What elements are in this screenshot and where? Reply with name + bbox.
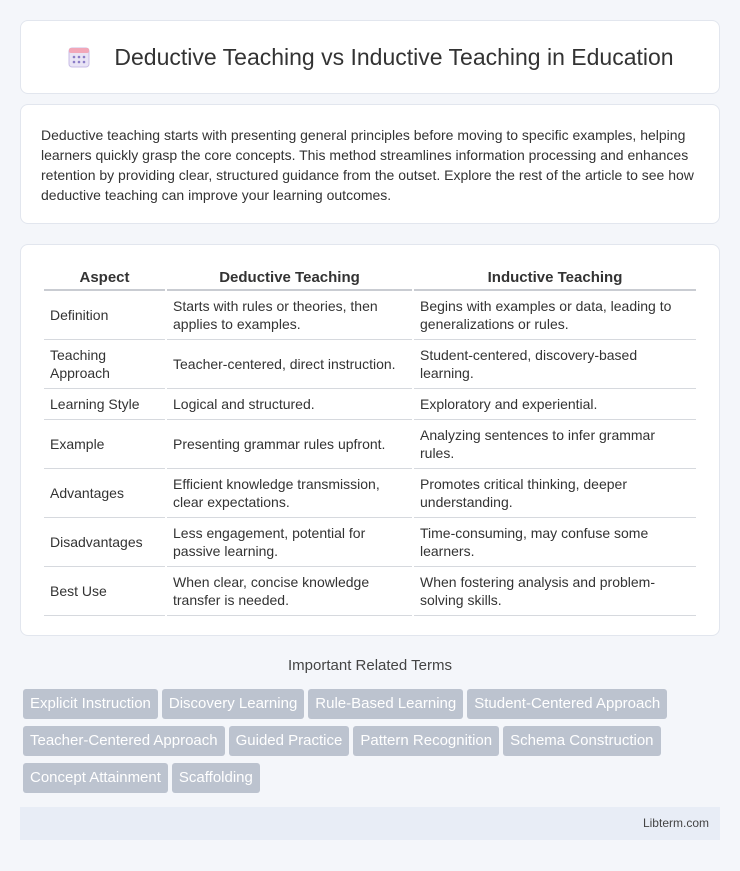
header-card — [20, 20, 720, 94]
related-term-tag[interactable]: Explicit Instruction — [23, 689, 158, 719]
related-terms-list — [23, 689, 723, 800]
table-cell: Best Use — [44, 567, 165, 616]
table-cell: Example — [44, 420, 165, 469]
table-cell: Teacher-centered, direct instruction. — [167, 340, 412, 389]
column-header: Inductive Teaching — [414, 265, 696, 291]
related-term-tag[interactable]: Discovery Learning — [162, 689, 304, 719]
table-row — [44, 291, 696, 340]
table-cell: Begins with examples or data, leading to generalizations or rules. — [414, 291, 696, 340]
related-terms-title: Important Related Terms — [288, 657, 452, 674]
table-row — [44, 389, 696, 420]
table-row — [44, 420, 696, 469]
table-cell: Starts with rules or theories, then applies to examples. — [167, 291, 412, 340]
related-term-tag[interactable]: Concept Attainment — [23, 763, 168, 793]
table-cell: When clear, concise knowledge transfer is needed. — [167, 567, 412, 616]
related-term-tag[interactable]: Pattern Recognition — [353, 726, 499, 756]
table-cell: When fostering analysis and problem-solving skills. — [414, 567, 696, 616]
table-cell: Disadvantages — [44, 518, 165, 567]
column-header: Aspect — [44, 265, 165, 291]
related-term-tag[interactable]: Scaffolding — [172, 763, 260, 793]
table-cell: Student-centered, discovery-based learning. — [414, 340, 696, 389]
footer — [20, 807, 720, 840]
table-cell: Analyzing sentences to infer grammar rules. — [414, 420, 696, 469]
table-cell: Presenting grammar rules upfront. — [167, 420, 412, 469]
intro-card — [20, 104, 720, 224]
table-cell: Learning Style — [44, 389, 165, 420]
column-header: Deductive Teaching — [167, 265, 412, 291]
table-cell: Promotes critical thinking, deeper understanding. — [414, 469, 696, 518]
related-term-tag[interactable]: Student-Centered Approach — [467, 689, 667, 719]
table-cell: Teaching Approach — [44, 340, 165, 389]
related-term-tag[interactable]: Rule-Based Learning — [308, 689, 463, 719]
comparison-table-card — [20, 244, 720, 636]
comparison-table — [42, 265, 698, 616]
related-term-tag[interactable]: Guided Practice — [229, 726, 350, 756]
page-title: Deductive Teaching vs Inductive Teaching in Education — [114, 43, 674, 70]
table-row — [44, 567, 696, 616]
table-cell: Logical and structured. — [167, 389, 412, 420]
table-row — [44, 340, 696, 389]
table-header-row — [44, 265, 696, 291]
footer-site-link[interactable]: Libterm.com — [642, 816, 709, 830]
table-cell: Efficient knowledge transmission, clear expectations. — [167, 469, 412, 518]
table-cell: Exploratory and experiential. — [414, 389, 696, 420]
calendar-icon — [66, 44, 92, 70]
related-term-tag[interactable]: Schema Construction — [503, 726, 660, 756]
table-row — [44, 518, 696, 567]
table-row — [44, 469, 696, 518]
related-term-tag[interactable]: Teacher-Centered Approach — [23, 726, 225, 756]
intro-text: Deductive teaching starts with presenting general principles before moving to specific examples, helping learners quickly grasp the core concepts. This method streamlines information processing and enhances retention by providing clear, structured guidance from the outset. Explore the rest of the article to see how deductive teaching can improve your learning outcomes. — [41, 127, 694, 203]
table-cell: Advantages — [44, 469, 165, 518]
table-cell: Definition — [44, 291, 165, 340]
table-cell: Less engagement, potential for passive learning. — [167, 518, 412, 567]
table-cell: Time-consuming, may confuse some learners. — [414, 518, 696, 567]
